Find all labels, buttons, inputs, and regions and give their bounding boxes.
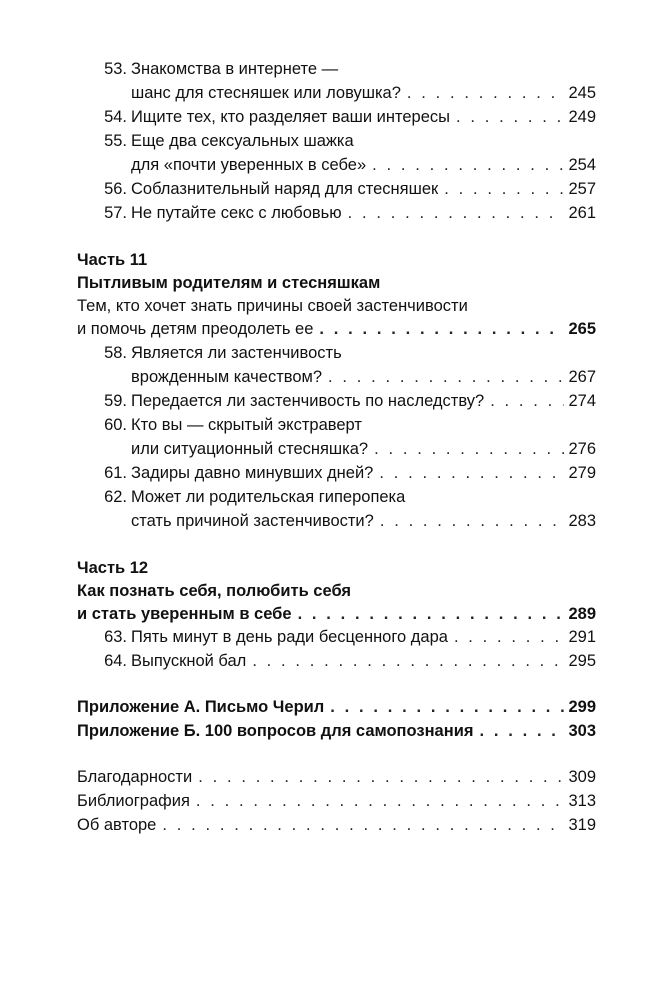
entry-number: 59. [104, 392, 127, 410]
part-11-intro-line2 [77, 316, 596, 339]
entry-page: 283 [568, 512, 596, 530]
toc-entry-64 [77, 648, 596, 671]
entry-page: 261 [568, 204, 596, 222]
entry-title-continued: для «почти уверенных в себе» [131, 156, 367, 174]
entry-number: 63. [104, 628, 127, 646]
entry-number: 55. [104, 132, 127, 150]
entry-title: Не путайте секс с любовью [131, 204, 342, 222]
toc-entry-53-line2 [77, 80, 596, 103]
appendix-page: 303 [568, 722, 596, 740]
toc-entry-59 [77, 388, 596, 411]
dot-leader [379, 463, 564, 483]
toc-entry-61 [77, 460, 596, 483]
dot-leader [252, 651, 564, 671]
entry-page: 276 [568, 440, 596, 458]
dot-leader [456, 107, 564, 127]
part-title-continued: и стать уверенным в себе [77, 605, 292, 623]
toc-entry-60-line2 [77, 436, 596, 459]
dot-leader [380, 511, 564, 531]
toc-entry-58-line1 [77, 340, 596, 363]
entry-title: Соблазнительный наряд для стесняшек [131, 180, 439, 198]
entry-number: 53. [104, 60, 127, 78]
intro-page: 265 [568, 320, 596, 338]
part-12-label [77, 555, 596, 578]
back-matter-page: 309 [568, 768, 596, 786]
back-matter-page: 319 [568, 816, 596, 834]
entry-page: 257 [568, 180, 596, 198]
dot-leader [444, 179, 564, 199]
dot-leader [348, 203, 564, 223]
entry-page: 249 [568, 108, 596, 126]
toc-entry-62-line1 [77, 484, 596, 507]
dot-leader [407, 83, 564, 103]
dot-leader [196, 791, 564, 811]
part-label: Часть 11 [77, 251, 148, 269]
toc-entry-57 [77, 200, 596, 223]
entry-title-continued: шанс для стесняшек или ловушка? [131, 84, 401, 102]
entry-page: 279 [568, 464, 596, 482]
dot-leader [319, 319, 564, 339]
appendix-a [77, 694, 596, 717]
entry-number: 58. [104, 344, 127, 362]
dot-leader [372, 155, 564, 175]
back-matter-about-author [77, 812, 596, 835]
toc-entry-58-line2 [77, 364, 596, 387]
toc-entry-56 [77, 176, 596, 199]
appendix-page: 299 [568, 698, 596, 716]
toc-entry-55-line2 [77, 152, 596, 175]
back-matter-bibliography [77, 788, 596, 811]
entry-number: 64. [104, 652, 127, 670]
dot-leader [374, 439, 564, 459]
entry-title: Может ли родительская гиперопека [131, 488, 406, 506]
entry-title-continued: стать причиной застенчивости? [131, 512, 374, 530]
entry-title: Еще два сексуальных шажка [131, 132, 354, 150]
entry-title: Выпускной бал [131, 652, 247, 670]
dot-leader [490, 391, 564, 411]
back-matter-title: Благодарности [77, 768, 193, 786]
dot-leader [162, 815, 564, 835]
toc-entry-54 [77, 104, 596, 127]
part-title: Как познать себя, полюбить себя [77, 582, 352, 600]
appendix-title: Приложение А. Письмо Черил [77, 698, 325, 716]
back-matter-title: Библиография [77, 792, 190, 810]
entry-title-continued: или ситуационный стесняшка? [131, 440, 369, 458]
entry-number: 54. [104, 108, 127, 126]
toc-entry-60-line1 [77, 412, 596, 435]
dot-leader [454, 627, 564, 647]
entry-page: 291 [568, 628, 596, 646]
intro-title: Тем, кто хочет знать причины своей застенчивости [77, 297, 468, 315]
entry-title: Знакомства в интернете — [131, 60, 339, 78]
part-12-title-line2 [77, 601, 596, 624]
entry-page: 245 [568, 84, 596, 102]
dot-leader [198, 767, 564, 787]
entry-title: Задиры давно минувших дней? [131, 464, 374, 482]
entry-number: 56. [104, 180, 127, 198]
back-matter-page: 313 [568, 792, 596, 810]
part-11-intro-line1 [77, 293, 596, 316]
entry-page: 274 [568, 392, 596, 410]
part-11-label [77, 247, 596, 270]
appendix-title: Приложение Б. 100 вопросов для самопознания [77, 722, 474, 740]
toc-entry-55-line1 [77, 128, 596, 151]
entry-title: Ищите тех, кто разделяет ваши интересы [131, 108, 451, 126]
entry-number: 57. [104, 204, 127, 222]
back-matter-title: Об авторе [77, 816, 157, 834]
toc-entry-53-line1 [77, 56, 596, 79]
entry-number: 62. [104, 488, 127, 506]
part-11-title [77, 270, 596, 293]
dot-leader [298, 604, 564, 624]
part-12-title-line1 [77, 578, 596, 601]
entry-title: Кто вы — скрытый экстраверт [131, 416, 362, 434]
appendix-b [77, 718, 596, 741]
dot-leader [328, 367, 564, 387]
entry-page: 295 [568, 652, 596, 670]
entry-title: Передается ли застенчивость по наследству? [131, 392, 485, 410]
toc-entry-62-line2 [77, 508, 596, 531]
entry-number: 60. [104, 416, 127, 434]
entry-title-continued: врожденным качеством? [131, 368, 323, 386]
intro-title-continued: и помочь детям преодолеть ее [77, 320, 314, 338]
part-page: 289 [568, 605, 596, 623]
entry-number: 61. [104, 464, 127, 482]
toc-entry-63 [77, 624, 596, 647]
entry-title: Является ли застенчивость [131, 344, 342, 362]
part-title: Пытливым родителям и стесняшкам [77, 274, 381, 292]
back-matter-acknowledgements [77, 764, 596, 787]
part-label: Часть 12 [77, 559, 149, 577]
dot-leader [330, 697, 564, 717]
dot-leader [479, 721, 564, 741]
entry-page: 254 [568, 156, 596, 174]
entry-page: 267 [568, 368, 596, 386]
entry-title: Пять минут в день ради бесценного дара [131, 628, 448, 646]
